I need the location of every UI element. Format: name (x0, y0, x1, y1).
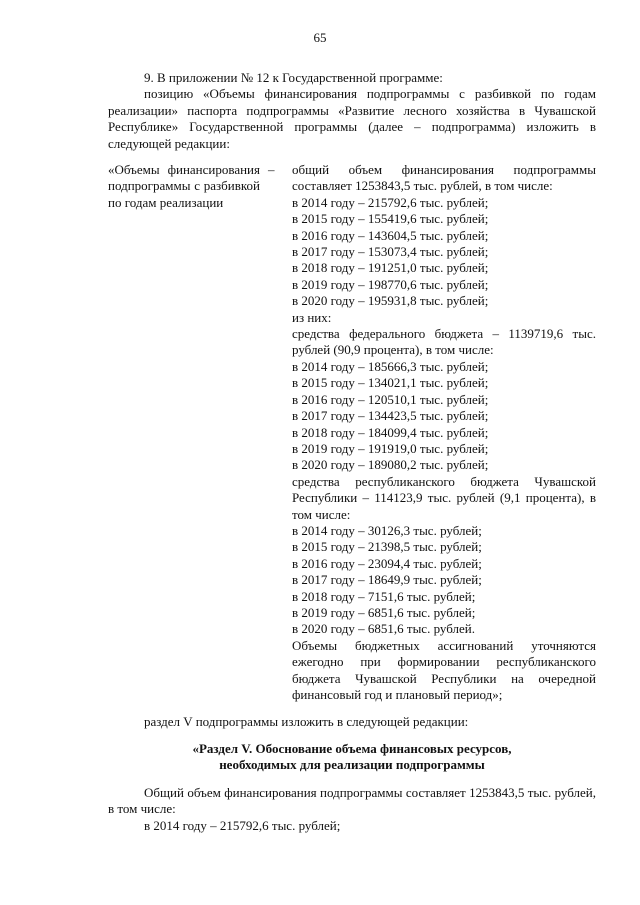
intro-block (108, 70, 596, 152)
heading-line-1: «Раздел V. Обоснование объема финансовых ресурсов, (192, 741, 512, 756)
heading-line-2: необходимых для реализации подпрограммы (219, 757, 485, 773)
financing-table (108, 162, 596, 703)
table-line: в 2014 году – 185666,3 тыс. рублей; (292, 358, 489, 374)
table-line: Объемы бюджетных ассигнований уточняются ежегодно при формировании республиканского бюджета Чувашской Республики на очередной финансовый год и плановый период»; (292, 637, 596, 702)
table-line: в 2018 году – 7151,6 тыс. рублей; (292, 588, 476, 604)
body-paragraph: Общий объем финансирования подпрограммы составляет 1253843,5 тыс. рублей, в том числе: (108, 785, 596, 817)
table-line: в 2017 году – 134423,5 тыс. рублей; (292, 408, 489, 424)
section-intro: раздел V подпрограммы изложить в следующей редакции: (144, 714, 469, 729)
table-line: в 2016 году – 23094,4 тыс. рублей; (292, 555, 482, 571)
table-line: общий объем финансирования подпрограммы составляет 1253843,5 тыс. рублей, в том числе: (292, 162, 596, 194)
table-line: средства республиканского бюджета Чувашской Республики – 114123,9 тыс. рублей (9,1 процента), в том числе: (292, 473, 596, 522)
page-number: 65 (313, 30, 327, 45)
table-line: в 2020 году – 189080,2 тыс. рублей; (292, 457, 489, 473)
table-line: в 2014 году – 215792,6 тыс. рублей; (292, 194, 489, 210)
table-dash: – (268, 162, 275, 177)
table-line: в 2020 году – 195931,8 тыс. рублей; (292, 293, 489, 309)
body-line: в 2014 году – 215792,6 тыс. рублей; (144, 817, 341, 833)
table-line: в 2015 году – 21398,5 тыс. рублей; (292, 539, 482, 555)
table-right-column (280, 162, 596, 703)
section-heading (108, 741, 596, 774)
table-line: в 2019 году – 6851,6 тыс. рублей; (292, 604, 476, 620)
intro-item: 9. В приложении № 12 к Государственной программе: (144, 70, 443, 85)
table-line: в 2015 году – 134021,1 тыс. рублей; (292, 375, 489, 391)
table-line: в 2014 году – 30126,3 тыс. рублей; (292, 522, 482, 538)
table-line: в 2016 году – 120510,1 тыс. рублей; (292, 391, 489, 407)
table-line: в 2020 году – 6851,6 тыс. рублей. (292, 621, 475, 637)
table-line: в 2017 году – 153073,4 тыс. рублей; (292, 244, 489, 260)
table-line: в 2015 году – 155419,6 тыс. рублей; (292, 211, 489, 227)
table-line: в 2018 году – 184099,4 тыс. рублей; (292, 424, 489, 440)
table-line: в 2016 году – 143604,5 тыс. рублей; (292, 227, 489, 243)
intro-position-text: позицию «Объемы финансирования подпрограммы с разбивкой по годам реализации» паспорта подпрограммы «Развитие лесного хозяйства в Чувашской Республике» Государственной программы (далее – подпрограмма) изложить в следующей редакции: (108, 86, 596, 151)
table-line: в 2018 году – 191251,0 тыс. рублей; (292, 260, 489, 276)
table-line: средства федерального бюджета – 1139719,6 тыс. рублей (90,9 процента), в том числе: (292, 326, 596, 358)
table-left-label: «Объемы финансирования подпрограммы с разбивкой по годам реализации (108, 162, 260, 210)
table-line: из них: (292, 309, 332, 325)
table-line: в 2019 году – 191919,0 тыс. рублей; (292, 440, 489, 456)
body-block (108, 785, 596, 834)
table-line: в 2019 году – 198770,6 тыс. рублей; (292, 276, 489, 292)
table-line: в 2017 году – 18649,9 тыс. рублей; (292, 572, 482, 588)
section-intro-block (108, 714, 596, 730)
